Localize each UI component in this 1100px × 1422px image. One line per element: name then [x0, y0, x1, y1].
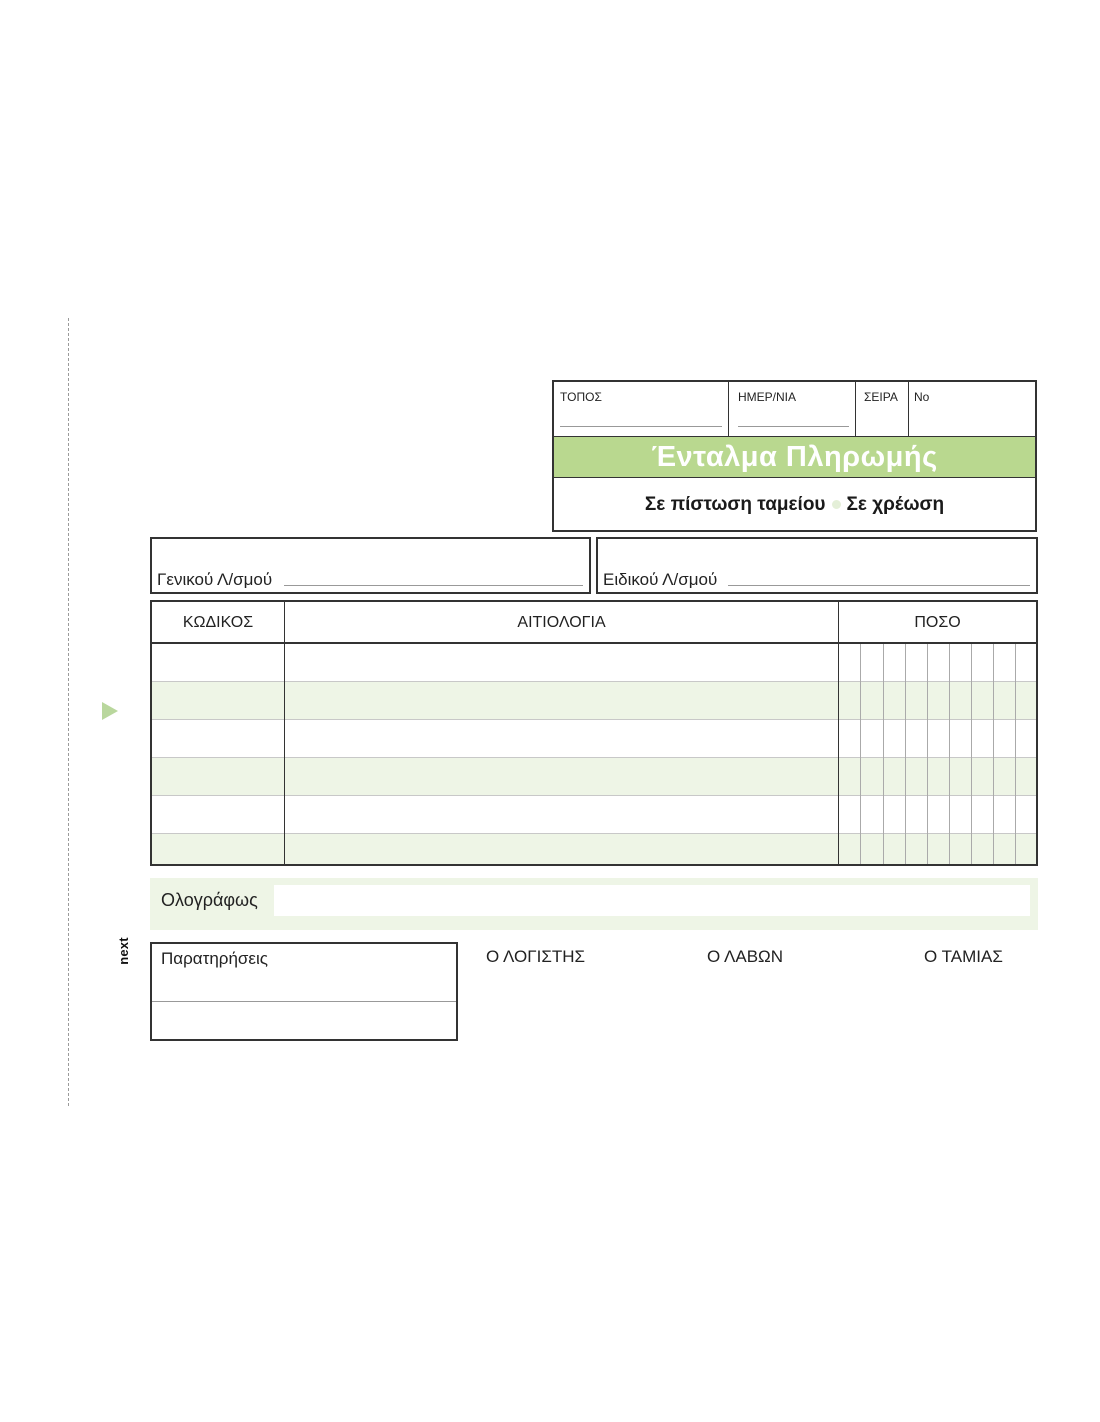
- remarks-divider: [152, 1001, 456, 1002]
- special-account-label: Ειδικού Λ/σμού: [603, 570, 718, 589]
- remarks-field[interactable]: [150, 942, 458, 1041]
- series-label: ΣΕΙΡΑ: [864, 390, 898, 404]
- header-box: [552, 380, 1037, 532]
- number-field[interactable]: [909, 382, 1035, 436]
- signature-cashier: Ο ΤΑΜΙΑΣ: [924, 947, 1003, 966]
- special-account-underline: [728, 585, 1030, 586]
- perforation-line: [68, 318, 69, 1106]
- place-label: ΤΟΠΟΣ: [560, 390, 602, 404]
- digit-divider: [993, 644, 994, 864]
- brand-logo: next: [116, 937, 131, 965]
- digit-divider: [949, 644, 950, 864]
- signature-receiver: Ο ΛΑΒΩΝ: [707, 947, 784, 966]
- place-field[interactable]: [554, 382, 729, 436]
- digit-divider: [883, 644, 884, 864]
- remarks-label: Παρατηρήσεις: [161, 949, 268, 968]
- general-account-underline: [284, 585, 583, 586]
- general-account-label: Γενικού Λ/σμού: [157, 570, 273, 589]
- special-account-field[interactable]: [596, 537, 1038, 594]
- place-underline: [560, 426, 722, 427]
- number-label: No: [914, 390, 930, 404]
- option-credit[interactable]: Σε πίστωση ταμείου: [644, 494, 826, 515]
- date-label: ΗΜΕΡ/ΝΙΑ: [738, 390, 797, 404]
- title-band: [554, 436, 1035, 478]
- digit-divider: [860, 644, 861, 864]
- arrow-right-icon: [102, 702, 118, 720]
- amount-in-words-field[interactable]: [274, 885, 1030, 916]
- items-table: [150, 600, 1038, 866]
- digit-divider: [905, 644, 906, 864]
- general-account-field[interactable]: [150, 537, 591, 594]
- digit-divider: [927, 644, 928, 864]
- column-code: ΚΩΔΙΚΟΣ: [182, 614, 254, 631]
- column-reason: ΑΙΤΙΟΛΟΓΙΑ: [517, 614, 606, 631]
- date-field[interactable]: [729, 382, 856, 436]
- series-field[interactable]: [856, 382, 909, 436]
- amount-in-words-row: [150, 878, 1038, 930]
- amount-in-words-label: Ολογράφως: [161, 890, 258, 910]
- document-title: Ένταλμα Πληρωμής: [651, 441, 938, 473]
- digit-divider: [971, 644, 972, 864]
- separator-dot-icon: [832, 500, 841, 509]
- digit-divider: [1015, 644, 1016, 864]
- date-underline: [738, 426, 849, 427]
- option-debit[interactable]: Σε χρέωση: [846, 494, 945, 515]
- payment-options: [554, 494, 1035, 516]
- column-divider: [284, 602, 285, 864]
- column-divider: [838, 602, 839, 864]
- signature-accountant: Ο ΛΟΓΙΣΤΗΣ: [486, 947, 585, 966]
- column-amount: ΠΟΣΟ: [914, 614, 961, 631]
